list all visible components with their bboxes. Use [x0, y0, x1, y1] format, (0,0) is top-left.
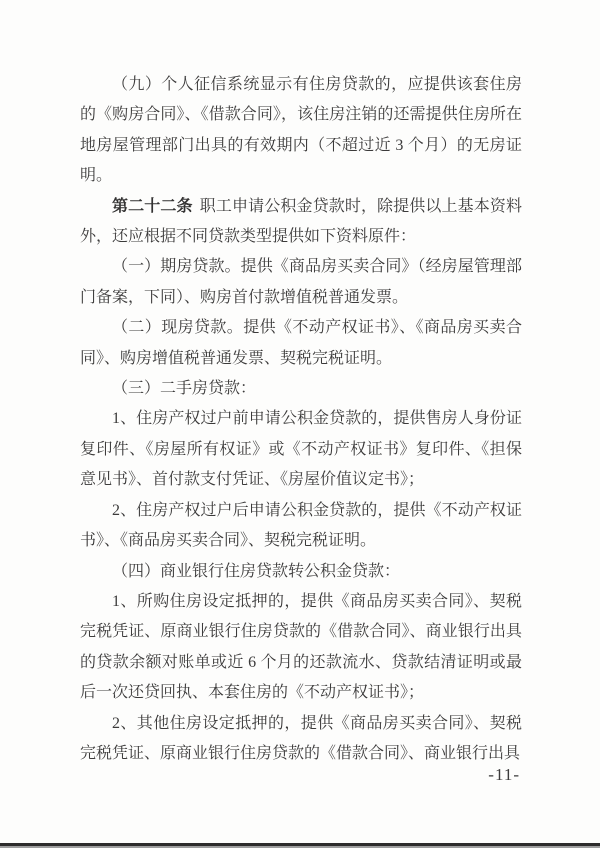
paragraph-item-1 [80, 252, 522, 313]
paragraph-text: 2、其他住房设定抵押的，提供《商品房买卖合同》、契税完税凭证、原商业银行住房贷款的《借款合同》、商业银行出具 [80, 714, 522, 762]
paragraph-item-4-sub-1 [80, 587, 522, 709]
article-number-bold: 第二十二条 [112, 197, 193, 215]
paragraph-text: 职工申请公积金贷款时，除提供以上基本资料外，还应根据不同贷款类型提供如下资料原件： [80, 197, 522, 246]
page-number: -11- [488, 765, 520, 784]
paragraph-text: （一）期房贷款。提供《商品房买卖合同》（经房屋管理部门备案，下同）、购房首付款增值税普通发票。 [80, 258, 522, 306]
paragraph-item-3 [80, 374, 522, 404]
paragraph-item-3-sub-2 [80, 496, 522, 557]
paragraph-item-2 [80, 313, 522, 374]
paragraph-article-22 [80, 192, 522, 253]
paragraph-item-3-sub-1 [80, 404, 522, 495]
scan-bottom-edge-line [0, 842, 600, 848]
paragraph-text: 2、住房产权过户后申请公积金贷款的，提供《不动产权证书》、《商品房买卖合同》、契税完税证明。 [80, 501, 522, 550]
paragraph-text: 1、所购住房设定抵押的，提供《商品房买卖合同》、契税完税凭证、原商业银行住房贷款的《借款合同》、商业银行出具的贷款余额对账单或近 6 个月的还款流水、贷款结清证明或最后一次还贷回执、本套住房的《不动产权证书》； [80, 592, 522, 702]
paragraph-text: （四）商业银行住房贷款转公积金贷款： [112, 562, 401, 580]
paragraph-text: （九）个人征信系统显示有住房贷款的，应提供该套住房的《购房合同》、《借款合同》，该住房注销的还需提供住房所在地房屋管理部门出具的有效期内（不超过近 3 个月）的无房证明。 [80, 76, 522, 185]
paragraph [80, 70, 522, 192]
paragraph-item-4 [80, 557, 522, 587]
paragraph-text: （二）现房贷款。提供《不动产权证书》、《商品房买卖合同》、购房增值税普通发票、契税完税证明。 [80, 319, 522, 367]
paragraph-text: 1、住房产权过户前申请公积金贷款的，提供售房人身份证复印件、《房屋所有权证》或《不动产权证书》复印件、《担保意见书》、首付款支付凭证、《房屋价值议定书》； [80, 410, 522, 489]
paragraph-text: （三）二手房贷款： [112, 380, 257, 398]
document-body [80, 70, 522, 769]
paragraph-item-4-sub-2 [80, 709, 522, 770]
